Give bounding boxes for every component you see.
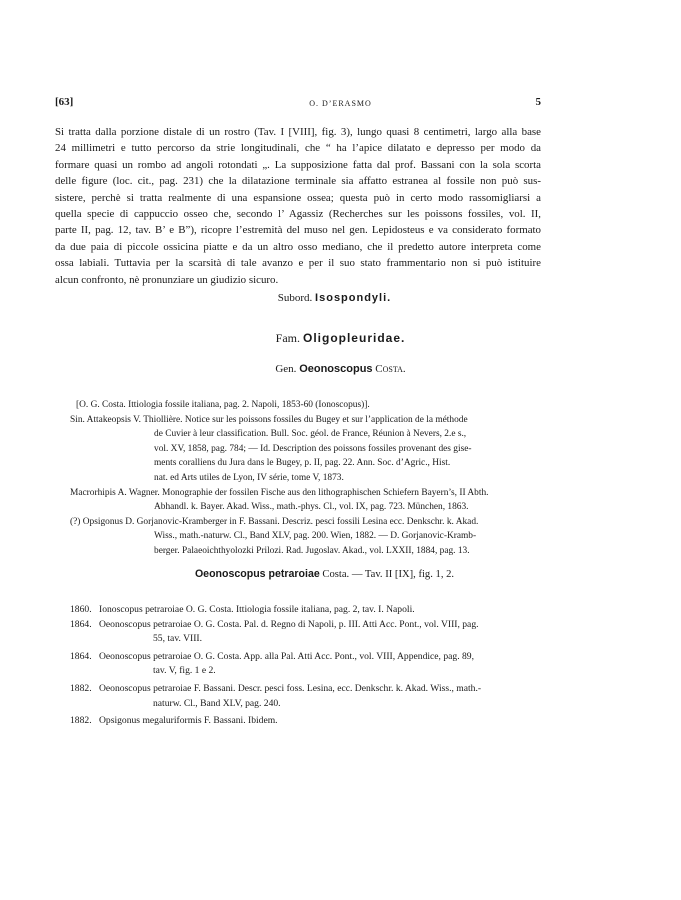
running-header-author: O. D’ERASMO [309,99,372,108]
paragraph-line: quella specie di cappuccio osseo che, secondo l’ Agassiz (Recherches sur les poissons fossiles, vol. II, [55,208,541,221]
synonymy-list [70,398,550,559]
chronology-line: tav. V, fig. 1 e 2. [153,665,216,677]
chronology-entry [70,714,550,729]
chronology-line: 55, tav. VIII. [153,633,203,645]
genus-name: Oeonoscopus [299,363,373,375]
paragraph-line: da due paia di piccole ossicina piatte e da un altro osso mediano, che il predetto autore interpreta come [55,240,541,253]
synonymy-line: de Cuvier à leur classification. Bull. Soc. géol. de France, Réunion à Nevers, 2.e s., [154,429,467,440]
page-number: 5 [535,96,541,108]
genus-author: Costa. [375,363,406,375]
genus-heading [0,363,681,375]
synonymy-line: Wiss., math.-naturw. Cl., Band XLV, pag. 200. Wien, 1882. — D. Gorjanovic-Kramb- [154,531,477,542]
paragraph-line: sistere, perchè si tratta realmente di una espansione ossea; questa può in certo modo rassomigliarsi a [55,191,541,204]
page-number-bracketed: [63] [55,96,74,108]
synonymy-entry [70,413,550,486]
chronology-year: 1882. [70,715,92,727]
paragraph-line: formare quasi un rombo ad angoli rotondati „. La supposizione fatta dal prof. Bassani con la sola scorta [55,158,541,171]
synonymy-line: ments coralliens du Jura dans le Bugey, p. II, pag. 22. Ann. Soc. d’Agric., Hist. [154,458,451,469]
chronology-line: Oeonoscopus petraroiae O. G. Costa. Pal. d. Regno di Napoli, p. III. Atti Acc. Pont., vol. VIII, pag. [99,618,479,630]
synonymy-line: [O. G. Costa. Ittiologia fossile italiana, pag. 2. Napoli, 1853-60 (Ionoscopus)]. [76,400,370,410]
synonymy-line: (?) Opsigonus D. Gorjanovic-Kramberger in F. Bassani. Descriz. pesci fossili Lesina ecc. Denkschr. k. Akad. [70,516,479,527]
synonymy-line: vol. XV, 1858, pag. 784; — Id. Description des poissons fossiles provenant des gise- [154,443,472,454]
paragraph-line: delle figure (loc. cit., pag. 231) che la dilatazione terminale sia affatto estranea al fossile non può sus- [55,175,541,188]
chronology-entry [70,618,550,647]
synonymy-line: nat. ed Arts utiles de Lyon, IV série, tome V, 1873. [154,472,344,483]
paragraph-line: ossa labiali. Tuttavia per la scarsità di tale avanzo e per il suo stato frammentario non si può istituire [55,257,541,270]
body-paragraph [55,124,541,288]
chronology-line: Ionoscopus petraroiae O. G. Costa. Ittiologia fossile italiana, pag. 2, tav. I. Napoli. [99,604,415,615]
chronology-line: Oeonoscopus petraroiae F. Bassani. Descr. pesci foss. Lesina, ecc. Denkschr. k. Akad. Wiss., math.- [99,682,482,694]
synonymy-line: berger. Palaeoichthyolozki Prilozi. Rad. Jugoslav. Akad., vol. LXXII, 1884, pag. 13. [154,545,470,556]
chronology-year: 1864. [70,650,92,662]
synonymy-line: Macrorhipis A. Wagner. Monographie der fossilen Fische aus den lithographischen Schiefern Bayern’s, II Abth. [70,487,489,498]
synonymy-line: Sin. Attakeopsis V. Thiollière. Notice sur les poissons fossiles du Bugey et sur l’application de la méthode [70,414,468,425]
chronology-line: Opsigonus megaluriformis F. Bassani. Ibidem. [99,715,278,727]
chronology-year: 1860. [70,604,92,615]
paragraph-line: alcun confronto, nè pronunziare un giudizio sicuro. [55,273,279,286]
synonymy-entry [70,398,550,413]
genus-prefix: Gen. [275,363,297,375]
suborder-heading [0,292,675,304]
synonymy-line: Abhandl. k. Bayer. Akad. Wiss., math.-phys. Cl., vol. IX, pag. 723. München, 1863. [154,502,469,513]
species-name: Oeonoscopus petraroiae [194,568,320,580]
paragraph-line: 24 millimetri e tutto percorso da strie longitudinali, che “ ha l’apice dilatato e depresso per modo da [55,142,541,155]
chronology-entry [70,650,550,679]
chronology-year: 1864. [70,618,92,630]
species-heading [0,568,665,580]
paragraph-line: parte II, pag. 12, tav. B’ e B”), ricopre l’estremità del muso nel gen. Lepidosteus e va considerato formato [55,224,541,237]
chronology-entry [70,603,550,618]
paragraph-line: Si tratta dalla porzione distale di un rostro (Tav. I [VIII], fig. 3), lungo quasi 8 centimetri, largo alla base [55,126,541,138]
chronology-line: naturw. Cl., Band XLV, pag. 240. [153,697,281,709]
species-chronology [70,603,550,729]
chronology-line: Oeonoscopus petraroiae O. G. Costa. App. alla Pal. Atti Acc. Pont., vol. VIII, Appendice, pag. 89, [99,650,474,662]
chronology-entry [70,682,550,711]
suborder-name: Isospondyli. [315,292,392,304]
family-heading [0,331,681,346]
suborder-prefix: Subord. [277,292,313,304]
synonymy-entry [70,515,550,559]
family-name: Oligopleuridae. [302,331,406,345]
synonymy-entry [70,486,550,515]
species-reference: Costa. — Tav. II [IX], fig. 1, 2. [322,569,455,580]
chronology-year: 1882. [70,682,92,694]
family-prefix: Fam. [275,331,300,345]
